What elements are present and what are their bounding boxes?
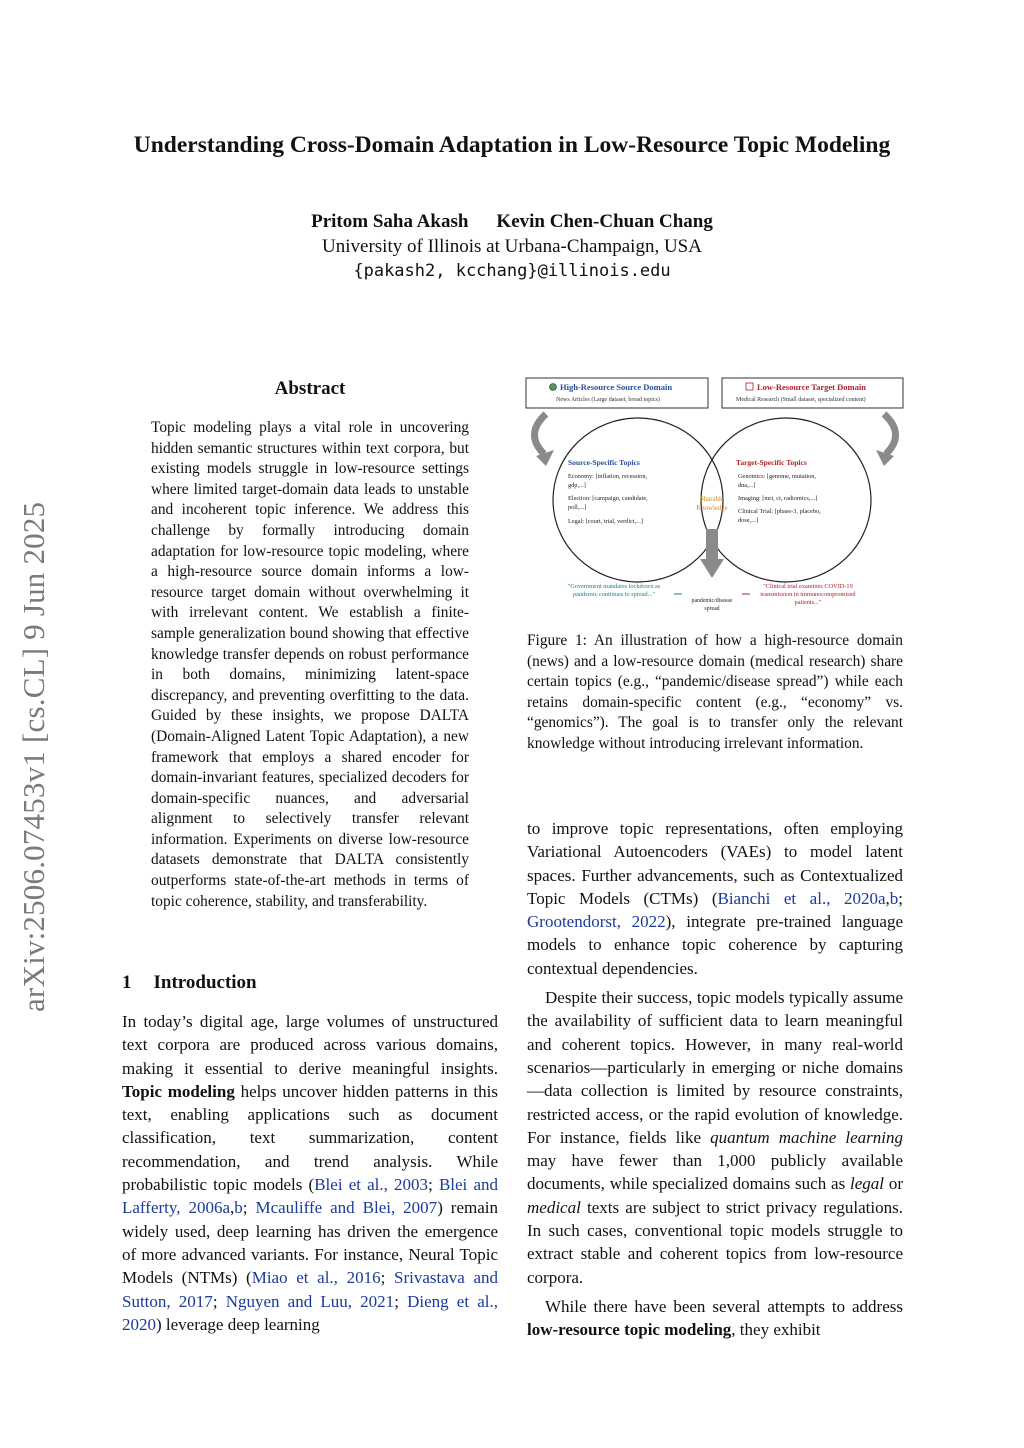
affiliation: University of Illinois at Urbana-Champaign, USA	[322, 236, 702, 257]
citation-link[interactable]: Srivastava and Sutton, 2017	[122, 1268, 498, 1311]
figure-caption: Figure 1: An illustration of how a high-resource domain (news) and a low-resource domain (medical research) share certain topics (e.g., “pandemic/disease spread”) while each retains domain-specific content (e.g., “economy” vs. “genomics”). The goal is to transfer only the relevant knowledge without introducing irrelevant information.	[527, 632, 903, 752]
body-text-bold: low-resource topic modeling	[527, 1320, 732, 1340]
citation-link[interactable]: b	[889, 888, 899, 908]
body-text: to improve topic representations, often employing Variational Autoencoders (VAEs) to model latent spaces. Further advancements, such as Contextualized Topic Models (CTMs) (	[527, 819, 903, 908]
shared-topic-label: spread	[704, 606, 720, 612]
body-text: helps uncover hidden patterns in this text, enabling applications such as document classification, text summarization, content recommendation, and trend analysis. While probabilistic topic models (	[122, 1081, 498, 1195]
author-name: Kevin Chen-Chuan Chang	[496, 211, 713, 232]
citation-link[interactable]: Grootendorst, 2022	[527, 912, 666, 932]
body-text-italic: medical	[527, 1197, 581, 1217]
target-domain-title: Low-Resource Target Domain	[757, 382, 866, 392]
citation-link[interactable]: Mcauliffe and Blei, 2007	[255, 1198, 438, 1218]
citation-link[interactable]: b	[234, 1198, 243, 1218]
body-text: texts are subject to strict privacy regulations. In such cases, conventional topic models struggle to extract stable and coherent topics from low-resource corpora.	[527, 1197, 903, 1287]
citation-separator: ;	[212, 1291, 226, 1311]
body-text: In today’s digital age, large volumes of unstructured text corpora are produced across various domains, making it essential to derive meaningful insights.	[122, 1012, 498, 1078]
source-topic-line: Economy: [inflation, recession,	[568, 473, 648, 480]
body-text-bold: Topic modeling	[122, 1081, 235, 1101]
citation-separator: ;	[428, 1175, 439, 1195]
target-topic-line: Imaging: [mri, ct, radiomics,...]	[738, 495, 818, 502]
body-paragraph	[527, 817, 903, 980]
abstract-text: Topic modeling plays a vital role in uncovering hidden semantic structures within text corpora, but existing models struggle in low-resource settings where limited target-domain data leads to unstable and incoherent topic inference. We address this challenge by formally introducing domain adaptation for low-resource topic modeling, where a high-resource source domain informs a low-resource target domain without overwhelming it with irrelevant content. We establish a finite-sample generalization bound showing that effective knowledge transfer depends on robust performance in both domains, minimizing latent-space discrepancy, and preventing overfitting to the data. Guided by these insights, we propose DALTA (Domain-Aligned Latent Topic Adaptation), a new framework that employs a shared encoder for domain-invariant features, specialized decoders for domain-specific nuances, and adversarial alignment to selectively transfer relevant information. Experiments on diverse low-resource datasets demonstrate that DALTA consistently outperforms state-of-the-art methods in terms of topic coherence, stability, and transferability.	[151, 419, 469, 910]
body-text-italic: quantum machine learning	[710, 1127, 903, 1147]
body-paragraph	[527, 1295, 903, 1342]
shared-knowledge-label: Knowledge	[696, 505, 728, 512]
citation-link[interactable]: Blei et al., 2003	[314, 1175, 429, 1195]
citation-link[interactable]: Miao et al., 2016	[251, 1268, 381, 1288]
arxiv-identifier: arXiv:2506.07453v1 [cs.CL] 9 Jun 2025	[16, 501, 51, 1012]
transfer-arrow-head	[700, 559, 724, 578]
body-text: ), integrate pre-trained language models to enhance topic coherence by capturing contextual dependencies.	[527, 912, 903, 978]
target-topic-line: dna,...]	[738, 482, 756, 489]
author-email[interactable]: {pakash2, kcchang}@illinois.edu	[353, 261, 671, 281]
body-text: Despite their success, topic models typically assume the availability of sufficient data to learn meaningful and coherent topics. However, in many real-world scenarios—particularly in emerging or niche domains—data collection is limited by resource constraints, restricted access, or the rapid evolution of knowledge. For instance, fields like	[527, 988, 903, 1147]
author-list	[0, 211, 1024, 233]
author-name: Pritom Saha Akash	[311, 211, 469, 232]
body-text: or	[884, 1174, 903, 1194]
target-example-quote: "Clinical trial examines COVID-19	[763, 583, 853, 590]
right-column-text	[527, 817, 903, 1348]
source-topic-line: Legal: [court, trial, verdict,...]	[568, 518, 644, 525]
paper-title: Understanding Cross-Domain Adaptation in Low-Resource Topic Modeling	[133, 132, 891, 158]
left-curved-arrow	[534, 414, 546, 454]
target-example-quote: transmission in immunocompromised	[760, 591, 856, 598]
citation-link[interactable]: Bianchi et al., 2020a	[717, 888, 886, 908]
citation-link[interactable]: Blei and Lafferty, 2006a	[122, 1175, 498, 1218]
section-number: 1	[122, 972, 132, 993]
citation-separator: ;	[380, 1268, 394, 1288]
hospital-icon	[746, 383, 753, 390]
citation-separator: ;	[898, 888, 903, 908]
citation-separator: ,	[885, 888, 890, 908]
source-domain-subtitle: News Articles (Large dataset, broad topics)	[556, 397, 660, 403]
transfer-arrow-shaft	[706, 529, 718, 559]
body-text: may have fewer than 1,000 publicly available documents, while specialized domains such as	[527, 1151, 903, 1194]
target-example-quote: patients..."	[794, 599, 822, 606]
source-example-quote: pandemic continues to spread..."	[573, 591, 655, 598]
target-topic-line: Clinical Trial: [phase-3, placebo,	[738, 508, 821, 515]
body-text: ) leverage deep learning	[156, 1314, 320, 1334]
abstract-heading: Abstract	[274, 378, 346, 399]
body-paragraph	[527, 986, 903, 1289]
citation-link[interactable]: Dieng et al., 2020	[122, 1291, 498, 1334]
citation-separator: ;	[242, 1198, 256, 1218]
source-topic-line: Election: [campaign, candidate,	[568, 495, 648, 502]
shared-topic-label: pandemic/disease	[691, 598, 733, 604]
citation-link[interactable]: Nguyen and Luu, 2021	[225, 1291, 395, 1311]
source-topic-line: poll,...]	[568, 504, 587, 511]
section-title: Introduction	[153, 972, 257, 993]
right-curved-arrow	[884, 414, 896, 454]
body-text: While there have been several attempts to address	[545, 1296, 903, 1316]
body-text: ) remain widely used, deep learning has driven the emergence of more advanced variants. For instance, Neural Topic Models (NTMs) (	[122, 1198, 499, 1288]
globe-icon	[550, 384, 557, 391]
source-example-quote: "Government mandates lockdown as	[567, 583, 661, 590]
citation-separator: ,	[230, 1198, 235, 1218]
body-text: , they exhibit	[731, 1320, 821, 1340]
citation-separator: ;	[394, 1291, 408, 1311]
target-topic-line: Genomics: [genome, mutation,	[738, 473, 816, 480]
body-text-italic: legal	[850, 1174, 885, 1194]
target-topic-line: dose,...]	[738, 517, 758, 524]
source-topics-heading: Source-Specific Topics	[568, 458, 640, 467]
target-domain-subtitle: Medical Research (Small dataset, specialized content)	[736, 397, 866, 403]
source-domain-title: High-Resource Source Domain	[560, 382, 673, 392]
figure-1-diagram	[524, 374, 906, 614]
section-heading	[122, 972, 257, 994]
intro-paragraph	[122, 1010, 498, 1336]
source-topic-line: gdp,...]	[568, 482, 586, 489]
shared-knowledge-label: Sharable	[700, 496, 724, 503]
target-topics-heading: Target-Specific Topics	[736, 458, 807, 467]
